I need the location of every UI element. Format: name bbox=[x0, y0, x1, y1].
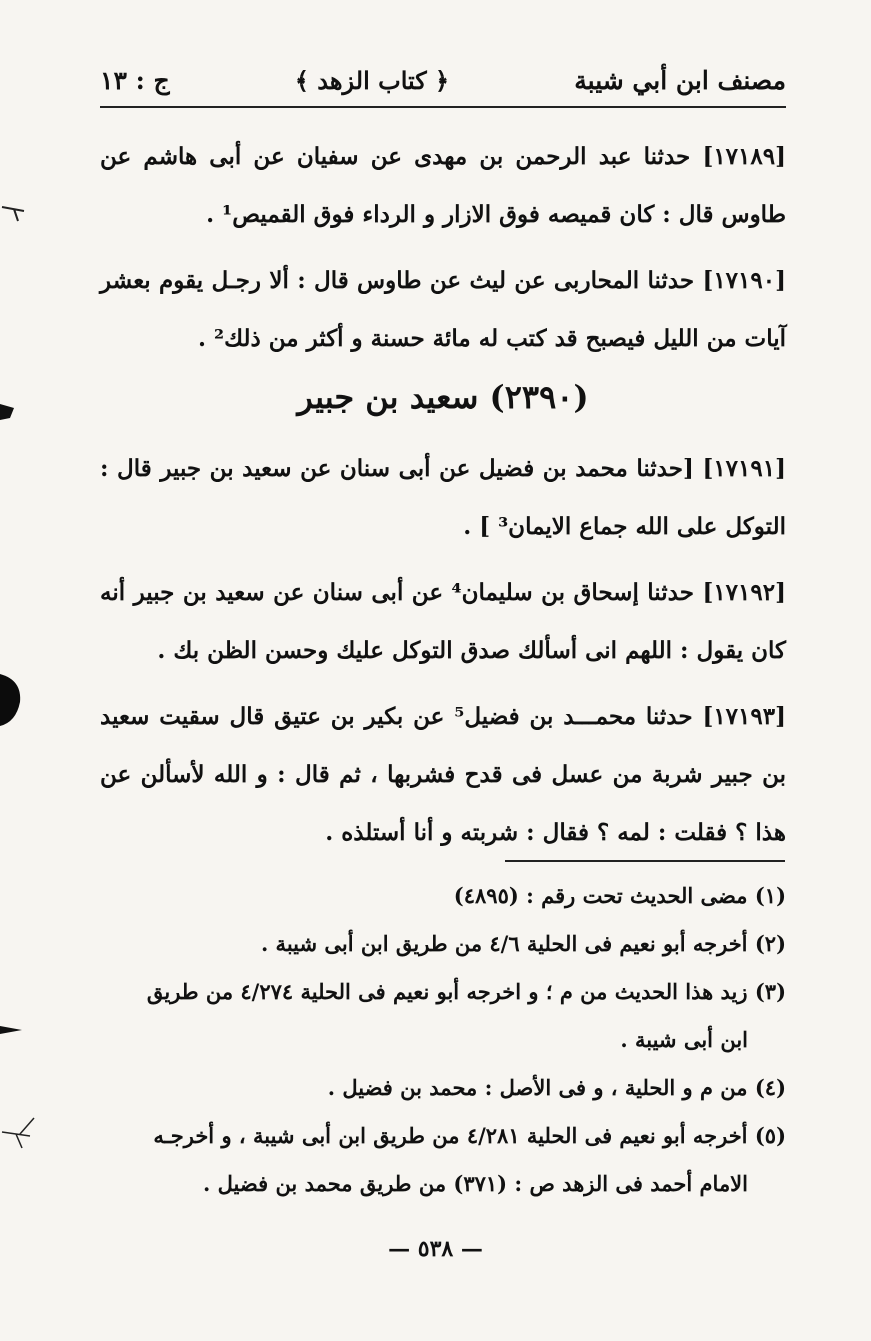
footnote-text: أخرجه أبو نعيم فى الحلية ٤/٦ من طريق ابن أبى شيبة . bbox=[260, 931, 748, 956]
hadith-number: [١٧١٩٢] bbox=[702, 579, 786, 606]
footnote-text: أخرجه أبو نعيم فى الحلية ٤/٢٨١ من طريق ابن أبى شيبة ، و أخرجـه bbox=[153, 1123, 748, 1148]
hadith-number: [١٧١٩٣] bbox=[702, 703, 786, 730]
page-number: — ٥٣٨ — bbox=[388, 1236, 483, 1262]
chapter-title: ﴿ كتاب الزهد ﴾ bbox=[294, 65, 450, 95]
footnote-mark: (٢) bbox=[754, 931, 786, 956]
footnotes bbox=[100, 872, 786, 1208]
hadith-paragraph bbox=[100, 564, 786, 680]
footnote-mark: (٤) bbox=[754, 1075, 786, 1100]
footnote-text: مضى الحديث تحت رقم : (٤٨٩٥) bbox=[453, 883, 748, 908]
footnote bbox=[100, 968, 786, 1064]
hadith-number: [١٧١٩٠] bbox=[702, 267, 786, 294]
book-title: مصنف ابن أبي شيبة bbox=[574, 65, 786, 95]
footnote bbox=[100, 872, 786, 920]
section-heading: (٢٣٩٠) سعيد بن جبير bbox=[297, 378, 589, 416]
footnote-text: من م و الحلية ، و فى الأصل : محمد بن فضيل . bbox=[327, 1075, 748, 1100]
hadith-text: [حدثنا محمد بن فضيل عن أبى سنان عن سعيد بن جبير قال : التوكل على الله جماع الايمان³ ] . bbox=[100, 455, 786, 540]
hadith-block-1 bbox=[100, 128, 786, 376]
hadith-paragraph bbox=[100, 128, 786, 244]
header-rule bbox=[100, 106, 786, 108]
footnote-mark: (٣) bbox=[754, 979, 786, 1004]
hadith-paragraph bbox=[100, 688, 786, 862]
footnote-continuation: ابن أبى شيبة . bbox=[620, 1027, 748, 1052]
scan-edge-mark bbox=[0, 195, 30, 225]
hadith-number: [١٧١٩١] bbox=[702, 455, 786, 482]
scan-edge-mark bbox=[0, 1112, 40, 1152]
footnote-rule bbox=[505, 860, 785, 862]
footnote-mark: (٥) bbox=[754, 1123, 786, 1148]
volume-number: ج : ١٣ bbox=[100, 65, 170, 95]
footnote bbox=[100, 920, 786, 968]
footnote-continuation: الامام أحمد فى الزهد ص : (٣٧١) من طريق محمد بن فضيل . bbox=[203, 1171, 748, 1196]
scan-edge-mark bbox=[0, 670, 26, 730]
hadith-number: [١٧١٨٩] bbox=[702, 143, 786, 170]
scan-edge-mark bbox=[0, 400, 20, 424]
hadith-text: حدثنا إسحاق بن سليمان⁴ عن أبى سنان عن سعيد بن جبير أنه كان يقول : اللهم انى أسألك صدق التوكل عليك وحسن الظن بك . bbox=[100, 579, 786, 664]
footnote-mark: (١) bbox=[754, 883, 786, 908]
scan-edge-mark bbox=[0, 1020, 26, 1040]
running-header bbox=[100, 58, 786, 102]
hadith-text: حدثنا عبد الرحمن بن مهدى عن سفيان عن أبى هاشم عن طاوس قال : كان قميصه فوق الازار و الرداء فوق القميص¹ . bbox=[100, 143, 786, 228]
hadith-paragraph bbox=[100, 440, 786, 556]
hadith-text: حدثنا محمـــد بن فضيل⁵ عن بكير بن عتيق قال سقيت سعيد بن جبير شربة من عسل فى قدح فشربها ، ثم قال : و الله لأسألن عن هذا ؟ فقلت : لمه ؟ فقال : شربته و أنا أستلذه . bbox=[100, 703, 786, 846]
hadith-block-2 bbox=[100, 440, 786, 870]
hadith-paragraph bbox=[100, 252, 786, 368]
footnote bbox=[100, 1112, 786, 1208]
hadith-text: حدثنا المحاربى عن ليث عن طاوس قال : ألا رجـل يقوم بعشر آيات من الليل فيصبح قد كتب له مائة حسنة و أكثر من ذلك² . bbox=[100, 267, 786, 352]
footnote bbox=[100, 1064, 786, 1112]
footnote-text: زيد هذا الحديث من م ؛ و اخرجه أبو نعيم فى الحلية ٤/٢٧٤ من طريق bbox=[146, 979, 748, 1004]
